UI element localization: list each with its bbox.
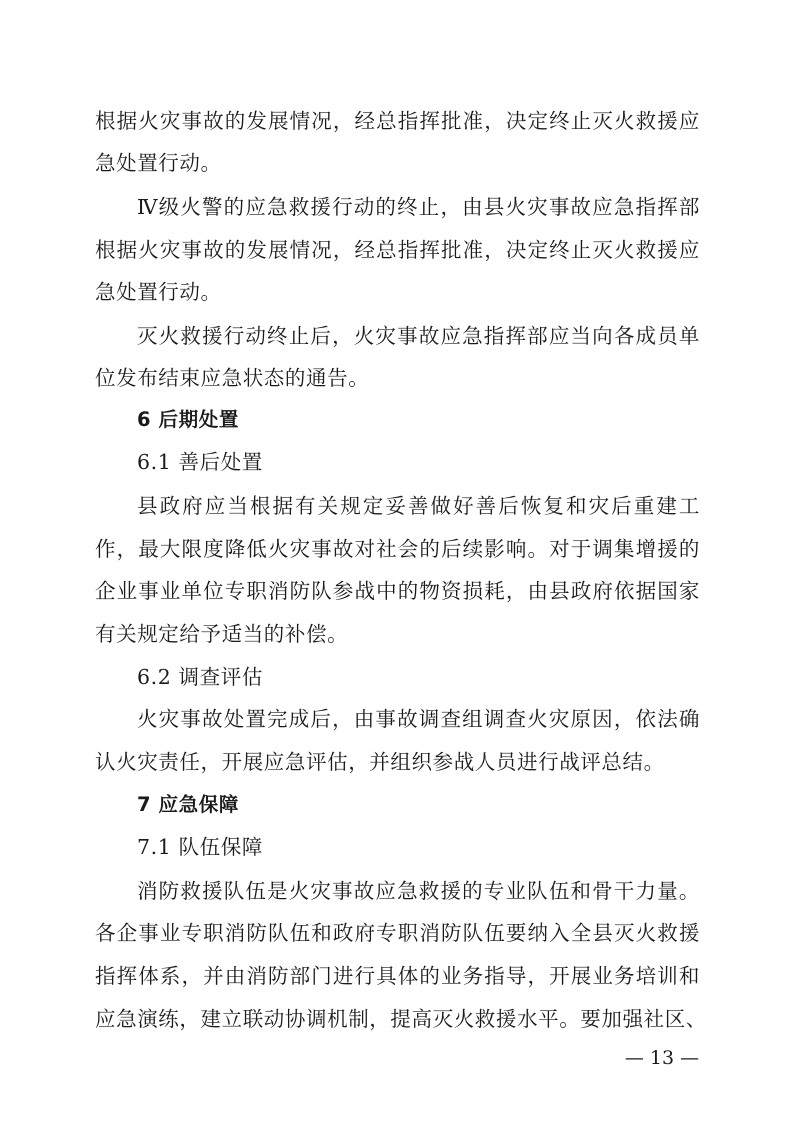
body-text-line: 应急演练，建立联动协调机制，提高灭火救援水平。要加强社区、 [95, 1007, 707, 1031]
subsection-heading: 6.1 善后处置 [137, 450, 263, 474]
body-text-line: 作，最大限度降低火灾事故对社会的后续影响。对于调集增援的 [95, 537, 700, 561]
subsection-heading: 7.1 队伍保障 [137, 835, 263, 859]
body-text-line: 急处置行动。 [95, 151, 222, 175]
body-text-line: 根据火灾事故的发展情况，经总指挥批准，决定终止灭火救援应 [95, 109, 700, 133]
body-text-line: 各企事业专职消防队伍和政府专职消防队伍要纳入全县灭火救援 [95, 921, 700, 945]
body-text-line: 有关规定给予适当的补偿。 [95, 622, 349, 646]
body-text-line: 灭火救援行动终止后，火灾事故应急指挥部应当向各成员单 [137, 324, 700, 348]
body-text-line: 火灾事故处置完成后，由事故调查组调查火灾原因，依法确 [137, 707, 700, 731]
section-heading: 6 后期处置 [137, 408, 239, 431]
body-text-line: 县政府应当根据有关规定妥善做好善后恢复和灾后重建工 [137, 494, 700, 518]
body-text-line: 位发布结束应急状态的通告。 [95, 366, 370, 390]
page-number: — 13 — [624, 1047, 700, 1069]
section-heading: 7 应急保障 [137, 793, 239, 816]
body-text-line: Ⅳ级火警的应急救援行动的终止，由县火灾事故应急指挥部 [137, 195, 700, 219]
body-text-line: 企业事业单位专职消防队参战中的物资损耗，由县政府依据国家 [95, 579, 700, 603]
subsection-heading: 6.2 调查评估 [137, 665, 263, 689]
body-text-line: 根据火灾事故的发展情况，经总指挥批准，决定终止灭火救援应 [95, 238, 700, 262]
body-text-line: 认火灾责任，开展应急评估，并组织参战人员进行战评总结。 [95, 750, 665, 774]
body-text-line: 急处置行动。 [95, 280, 222, 304]
body-text-line: 消防救援队伍是火灾事故应急救援的专业队伍和骨干力量。 [137, 879, 700, 903]
body-text-line: 指挥体系，并由消防部门进行具体的业务指导，开展业务培训和 [95, 964, 700, 988]
